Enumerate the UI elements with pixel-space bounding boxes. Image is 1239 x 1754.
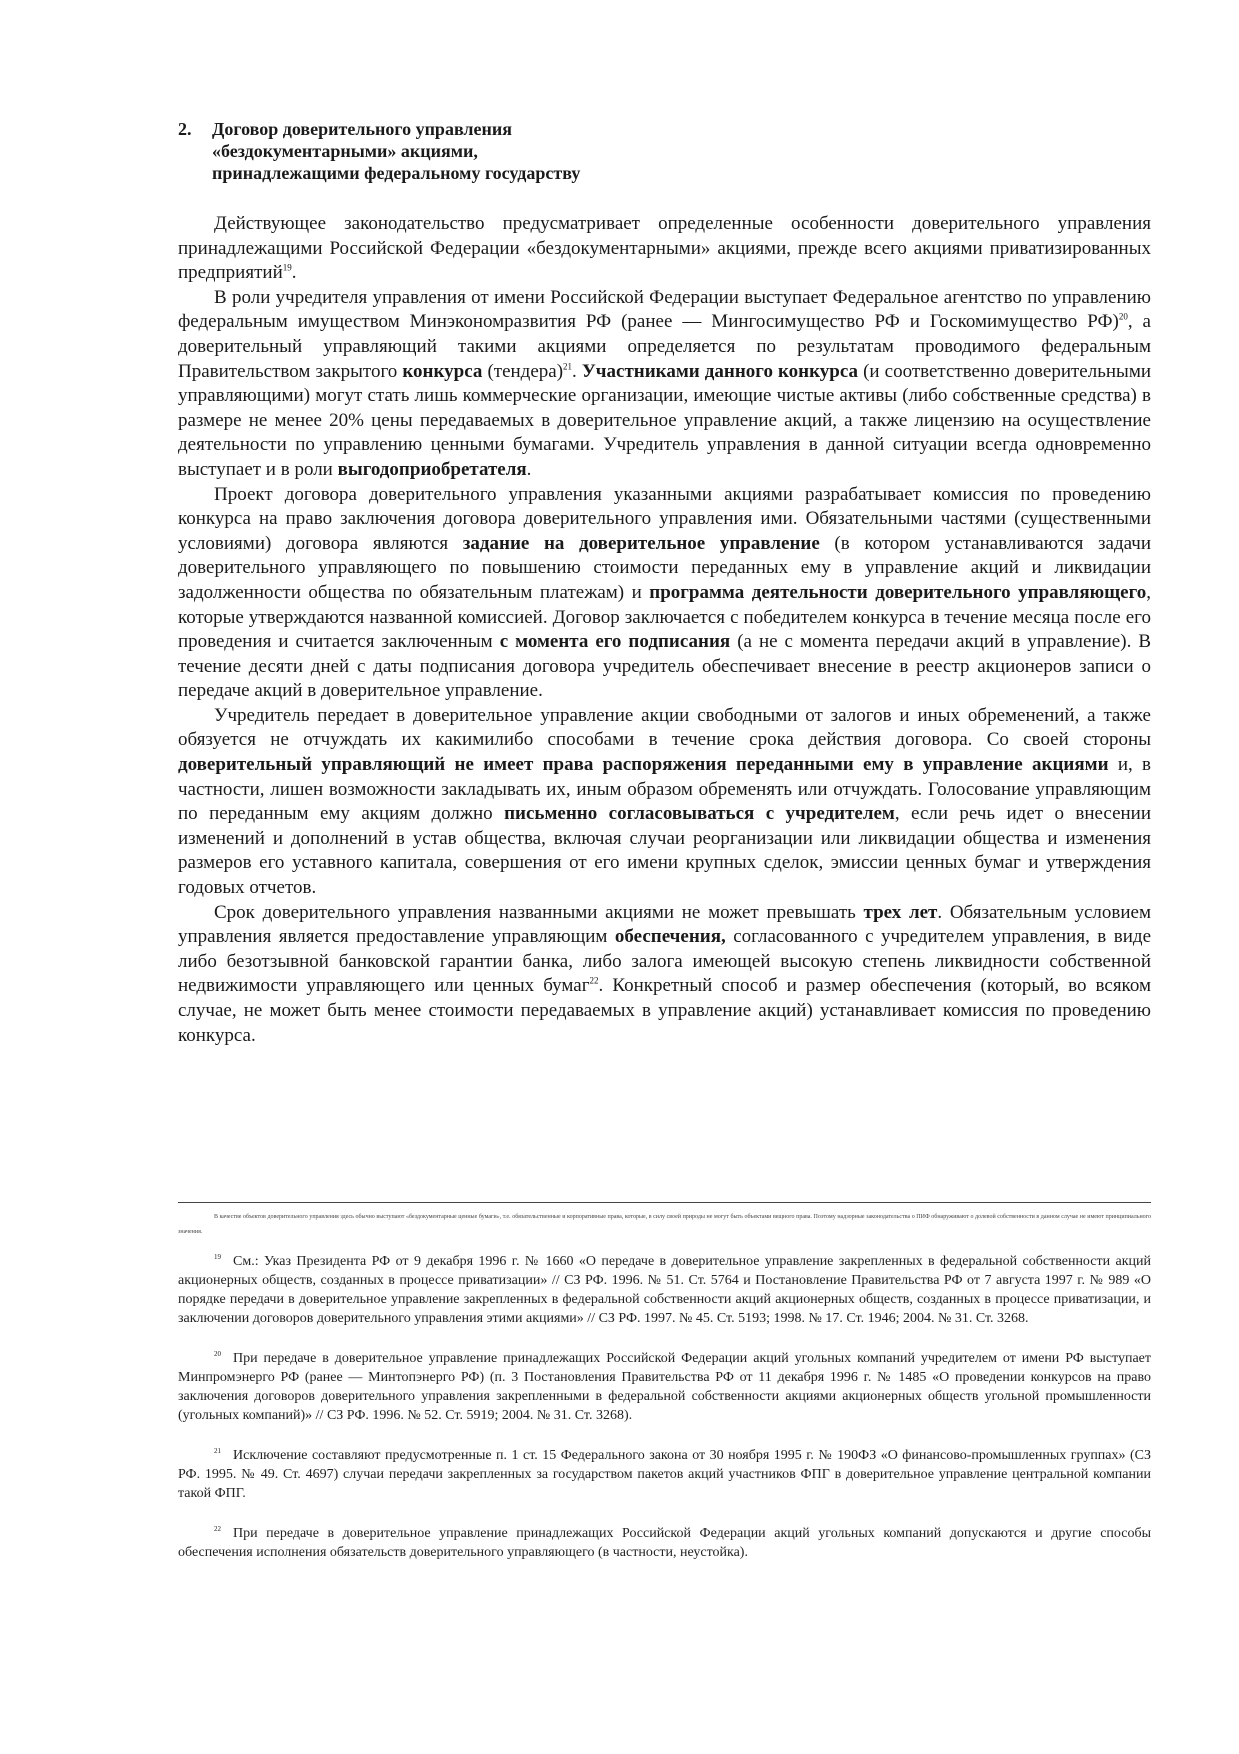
footnote-ref-22[interactable]: 22 — [589, 976, 599, 987]
section-title-line-2: «бездокументарными» акциями, — [212, 141, 478, 161]
paragraph-4: Учредитель передает в доверительное управление акции свободными от залогов и иных обременений, а также обязуется не отчуждать их какимилибо способами в течение срока действия договора. Со своей стороны доверительный управляющий не имеет права распоряжения переданными ему в управление акциями и, в частности, лишен возможности закладывать их, иным образом обременять или отчуждать. Голосование управляющим по переданным ему акциям должно письменно согласовываться с учредителем, если речь идет о внесении изменений и дополнений в устав общества, включая случаи реорганизации или ликвидации общества и изменения размеров его уставного капитала, совершения от его имени крупных сделок, эмиссии ценных бумаг и утверждения годовых отчетов. — [178, 704, 1152, 899]
footnote-number: 21 — [214, 1447, 221, 1456]
footnote-21: $^{21}$ Исключение составляют предусмотренные п. 1 ст. 15 Федерального закона от 30 ноября 1995 г. № 190ФЗ «О финансово-промышленных группах» (СЗ РФ. 1995. № 49. Ст. 4697) случаи передачи закрепленных за государством пакетов акций участников ФПГ в доверительное управление центральной компании такой ФПГ. — [178, 1447, 1151, 1501]
section-title — [212, 118, 580, 184]
bold-term: программа деятельности доверительного управляющего — [649, 581, 1147, 603]
footnote-small-print: В качестве объектов доверительного управления здесь обычно выступают «бездокументарные ценные бумаги», т.е. обязательственные и корпоративные права, которые, в силу своей природы не могут быть объектами вещного права. Поэтому надзорные законодательства о ПИФ обнаруживают о долевой собственности в данном случае не имеют принципиального значения. — [178, 1214, 1151, 1235]
footnote-22: $^{22}$ При передаче в доверительное управление принадлежащих Российской Федерации акций угольных компаний допускаются и другие способы обеспечения исполнения обязательств доверительного управляющего (в частности, неустойка). — [178, 1525, 1151, 1560]
bold-term: конкурса — [402, 360, 483, 382]
footnote-20: $^{20}$ При передаче в доверительное управление принадлежащих Российской Федерации акций угольных компаний учредителем от имени РФ выступает Минпромэнерго РФ (ранее — Минтопэнерго РФ) (п. 3 Постановления Правительства РФ от 11 декабря 1996 г. № 1485 «О проведении конкурсов на право заключения договоров доверительного управления закрепленными в федеральной собственности акциями акционерных обществ угольной промышленности (угольных компаний)» // СЗ РФ. 1996. № 52. Ст. 5919; 2004. № 31. Ст. 3268). — [178, 1350, 1151, 1423]
footnotes — [178, 1210, 1151, 1583]
paragraph-2: В роли учредителя управления от имени Российской Федерации выступает Федеральное агентство по управлению федеральным имуществом Минэкономразвития РФ (ранее — Мингосимущество РФ и Госкомимущество РФ)$^{20}$, а доверительный управляющий такими акциями определяется по результатам проводимого федеральным Правительством закрытого конкурса (тендера)$^{21}$. Участниками данного конкурса (и соответственно доверительными управляющими) могут стать лишь коммерческие организации, имеющие чистые активы (либо собственные средства) в размере не менее 20% цены передаваемых в доверительное управление акций, а также лицензию на осуществление деятельности по управлению ценными бумагами. Учредитель управления в данной ситуации всегда одновременно выступает и в роли выгодоприобретателя. — [178, 286, 1152, 480]
paragraph-3: Проект договора доверительного управления указанными акциями разрабатывает комиссия по проведению конкурса на право заключения договора доверительного управления ими. Обязательными частями (существенными условиями) договора являются задание на доверительное управление (в котором устанавливаются задачи доверительного управляющего по повышению стоимости переданных ему в управление акций и ликвидации задолженности общества по обязательным платежам) и программа деятельности доверительного управляющего, которые утверждаются названной комиссией. Договор заключается с победителем конкурса в течение месяца после его проведения и считается заключенным с момента его подписания (а не с момента передачи акций в управление). В течение десяти дней с даты подписания договора учредитель обеспечивает внесение в реестр акционеров записи о передаче акций в доверительное управление. — [178, 483, 1152, 702]
bold-term: Участниками данного конкурса — [581, 360, 859, 382]
bold-term: с момента его подписания — [499, 631, 731, 653]
footnote-number: 19 — [214, 1253, 221, 1262]
bold-term: доверительный управляющий не имеет права распоряжения переданными ему в управление акциями — [178, 754, 1109, 776]
body-text — [178, 212, 1151, 1048]
footnote-19: $^{19}$ См.: Указ Президента РФ от 9 декабря 1996 г. № 1660 «О передаче в доверительное управление закрепленных в федеральной собственности акций акционерных обществ, созданных в процессе приватизации» // СЗ РФ. 1996. № 51. Ст. 5764 и Постановление Правительства РФ от 7 августа 1997 г. № 989 «О порядке передачи в доверительное управление закрепленных в федеральной собственности акций акционерных обществ, созданных в процессе приватизации, и заключении договоров доверительного управления этими акциями» // СЗ РФ. 1997. № 45. Ст. 5193; 1998. № 17. Ст. 1946; 2004. № 31. Ст. 3268. — [178, 1253, 1151, 1326]
footnote-separator — [178, 1202, 1151, 1203]
paragraph-5: Срок доверительного управления названными акциями не может превышать трех лет. Обязательным условием управления является предоставление управляющим обеспечения, согласованного с учредителем управления, в виде либо безотзывной банковской гарантии банка, либо залога имеющей высокую степень ликвидности собственной недвижимости управляющего или ценных бумаг$^{22}$. Конкретный способ и размер обеспечения (который, во всяком случае, не может быть менее стоимости передаваемых в управление акций) устанавливает комиссия по проведению конкурса. — [178, 901, 1151, 1046]
section-number: 2. — [178, 119, 192, 139]
bold-term: задание на доверительное управление — [462, 532, 820, 554]
footnote-ref-20[interactable]: 20 — [1118, 312, 1128, 323]
footnote-ref-21[interactable]: 21 — [563, 361, 573, 372]
footnote-number: 20 — [214, 1350, 221, 1359]
bold-term: обеспечения, — [614, 926, 726, 948]
section-heading — [178, 118, 1151, 184]
footnote-ref-19[interactable]: 19 — [282, 262, 292, 273]
footnote-number: 22 — [214, 1525, 221, 1534]
section-title-line-3: принадлежащими федеральному государству — [212, 163, 581, 183]
paragraph-1: Действующее законодательство предусматривает определенные особенности доверительного управления принадлежащими Российской Федерации «бездокументарными» акциями, прежде всего акциями приватизированных предприятий$^{19}$. — [178, 213, 1151, 284]
section-title-line-1: Договор доверительного управления — [212, 119, 512, 139]
bold-term: письменно согласовываться с учредителем — [504, 803, 895, 825]
bold-term: трех лет — [863, 901, 938, 923]
bold-term: выгодоприобретателя — [337, 458, 527, 480]
